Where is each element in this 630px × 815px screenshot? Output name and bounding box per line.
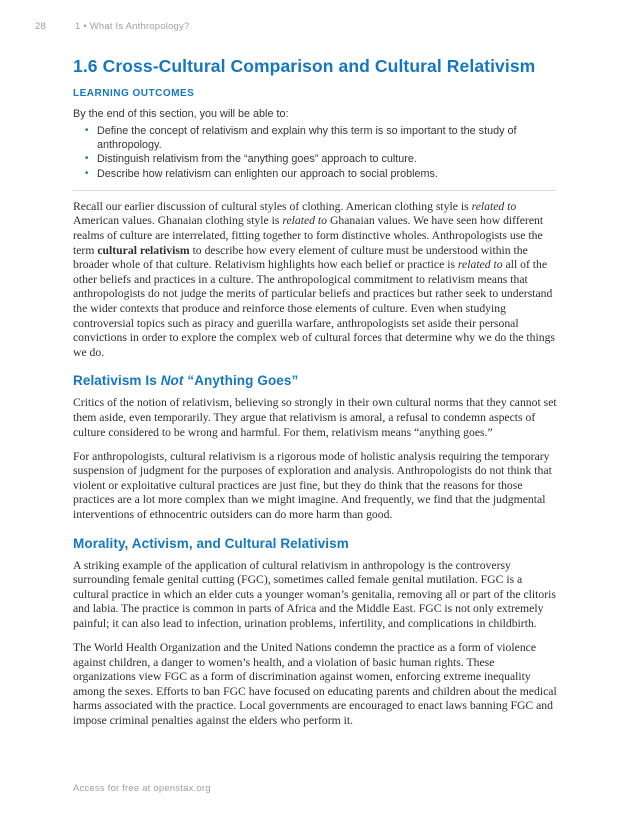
subsection-heading: Relativism Is Not “Anything Goes” xyxy=(73,373,299,389)
footer-access-note: Access for free at openstax.org xyxy=(73,783,211,794)
body-paragraph: Recall our earlier discussion of cultural styles of clothing. American clothing style is related to American values. Ghanaian clothing style is related to Ghanaian values. We have seen how different realms of culture are interrelated, fitting together to form distinctive wholes. Anthropologists use the term cultural relativism to describe how every element of culture must be understood within the broader whole of that culture. Relativism highlights how each belief or practice is related to all of the other beliefs and practices in a culture. The anthropological commitment to relativism means that anthropologists do not judge the merits of particular beliefs and practices but rather seek to understand the wider contexts that produce and reinforce those elements of culture. Even when studying controversial topics such as piracy and guerilla warfare, anthropologists set aside their personal convictions in order to explore the complex web of cultural forces that determine why we do the things we do. xyxy=(73,199,555,359)
learning-outcomes-heading: LEARNING OUTCOMES xyxy=(73,88,195,99)
learning-outcomes-section xyxy=(73,88,557,191)
body-paragraph: For anthropologists, cultural relativism is a rigorous mode of holistic analysis requiring the temporary suspension of judgment for the purposes of exploration and analysis. Anthropologists do not think that violent or exploitative cultural practices are just fine, but they do think that the reasons for those practices are a lot more complex than we might imagine. And frequently, we find that the judgmental interventions of ethnocentric outsiders can do more harm than good. xyxy=(73,449,552,521)
body-paragraph: The World Health Organization and the United Nations condemn the practice as a form of violence against children, a danger to women’s health, and a violation of basic human rights. These organizations view FGC as a form of discrimination against women, enforcing extreme inequality among the sexes. Efforts to ban FGC have focused on educating parents and children about the medical harms associated with the practice. Local governments are encouraged to enact laws banning FGC and impose criminal penalties against the elders who perform it. xyxy=(73,641,557,728)
learning-outcome-item: • Define the concept of relativism and explain why this term is so important to the study of anthropology. xyxy=(85,124,557,152)
body-paragraph: Critics of the notion of relativism, believing so strongly in their own cultural norms that they cannot set them aside, even temporarily. They argue that relativism is amoral, a refusal to condemn aspects of culture considered to be wrong and harmful. For them, relativism means “anything goes.” xyxy=(73,396,557,439)
section-title: 1.6 Cross-Cultural Comparison and Cultural Relativism xyxy=(73,56,536,76)
learning-outcomes-intro: By the end of this section, you will be able to: xyxy=(73,108,289,120)
page-content xyxy=(73,56,557,738)
body-paragraph: A striking example of the application of cultural relativism in anthropology is the controversy surrounding female genital cutting (FGC), sometimes called female genital mutilation. FGC is a cultural practice in which an elder cuts a younger woman’s genitalia, removing all or part of the clitoris and labia. The practice is common in parts of Africa and the Middle East. FGC is not only extremely painful; it can also lead to infection, urination problems, infertility, and complications in childbirth. xyxy=(73,558,556,630)
learning-outcomes-list xyxy=(73,124,557,181)
page-number: 28 xyxy=(35,21,46,32)
running-head-title: 1 • What Is Anthropology? xyxy=(75,21,190,32)
learning-outcome-item: • Describe how relativism can enlighten our approach to social problems. xyxy=(85,167,557,181)
section-divider xyxy=(73,190,557,191)
running-header xyxy=(35,21,595,32)
learning-outcome-item: • Distinguish relativism from the “anything goes” approach to culture. xyxy=(85,152,557,166)
subsection-heading: Morality, Activism, and Cultural Relativism xyxy=(73,535,349,551)
body-content xyxy=(73,200,557,729)
